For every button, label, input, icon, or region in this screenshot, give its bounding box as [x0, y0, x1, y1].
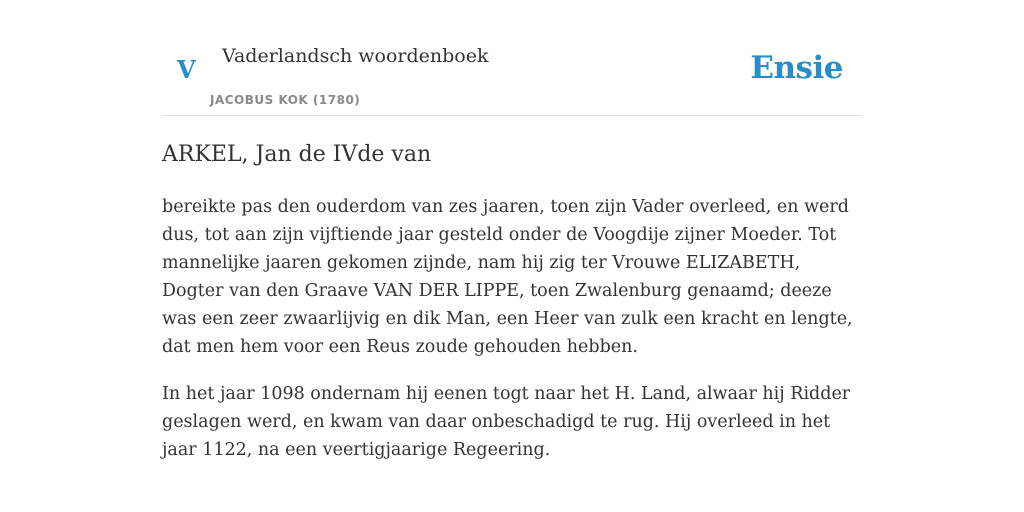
page — [162, 0, 862, 483]
entry-paragraph: bereikte pas den ouderdom van zes jaaren, toen zijn Vader overleed, en werd dus, tot aan zijn vijftiende jaar gesteld onder de Voogdije zijner Moeder. Tot mannelijke jaaren gekomen zijnde, nam hij zig ter Vrouwe ELIZABETH, Dogter van den Graave VAN DER LIPPE, toen Zwalenburg genaamd; deeze was een zeer zwaarlijvig en dik Man, een Heer van zulk een kracht en lengte, dat men hem voor een Reus zoude gehouden hebben. — [162, 197, 853, 357]
entry-paragraph: In het jaar 1098 ondernam hij eenen togt naar het H. Land, alwaar hij Ridder geslagen werd, en kwam van daar onbeschadigd te rug. Hij overleed in het jaar 1122, na een veertigjaarige Regeering. — [162, 384, 851, 460]
author-label: JACOBUS KOK (1780) — [210, 93, 361, 107]
volume-letter-link[interactable]: V — [177, 55, 196, 84]
header — [162, 0, 862, 116]
entry-title: ARKEL, Jan de IVde van — [162, 142, 432, 167]
book-title-link[interactable]: Vaderlandsch woordenboek — [222, 45, 489, 67]
entry-body — [162, 193, 862, 464]
brand-logo-link[interactable]: Ensie — [750, 50, 843, 86]
